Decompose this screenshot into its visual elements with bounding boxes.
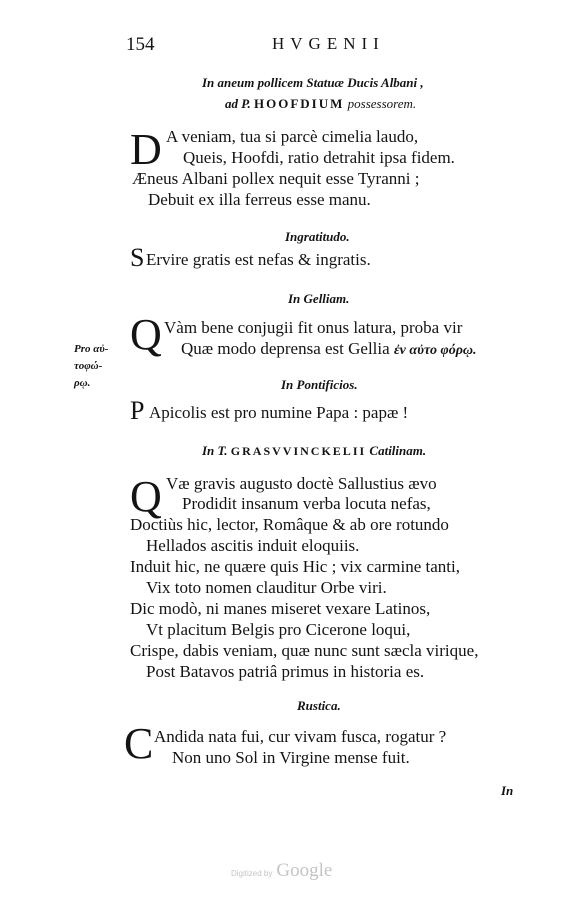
poem1-drop-cap: D (130, 125, 162, 174)
poem3-line-2-latin: Quæ modo deprensa est Gellia (181, 339, 390, 358)
poem5-line-7: Dic modò, ni manes miseret vexare Latinos, (130, 599, 431, 618)
margin-note (74, 341, 108, 392)
poem3-line-1: Vàm bene conjugii fit onus latura, proba vir (164, 318, 463, 337)
poem5-line-4: Hellados ascitis induit eloquiis. (146, 536, 360, 555)
poem5-line-3: Doctiùs hic, lector, Româque & ab ore rotundo (130, 515, 449, 534)
poem1-line-3: Æneus Albani pollex nequit esse Tyranni ; (132, 169, 420, 188)
poem4-line: Apicolis est pro numine Papa : papæ ! (149, 403, 409, 422)
poem1-line-2: Queis, Hoofdi, ratio detrahit ipsa fidem. (183, 148, 455, 167)
poem5-line-5: Induit hic, ne quære quis Hic ; vix carmine tanti, (130, 557, 461, 576)
poem6-title: Rustica. (297, 698, 341, 713)
poem5-line-6: Vix toto nomen clauditur Orbe viri. (146, 578, 387, 597)
poem5-line-9: Crispe, dabis veniam, quæ nunc sunt sæcla virique, (130, 641, 479, 660)
poem2-title: Ingratitudo. (285, 229, 350, 244)
poem3-title: In Gelliam. (288, 291, 350, 306)
digitized-watermark (231, 860, 332, 882)
poem3-drop-cap: Q (130, 310, 162, 359)
poem6-line-1: Andida nata fui, cur vivam fusca, rogatur ? (154, 727, 447, 746)
poem5-title-prefix: In T. (202, 443, 231, 458)
poem1-line-1: A veniam, tua si parcè cimelia laudo, (166, 127, 419, 146)
google-logo: Google (276, 860, 333, 881)
poem4-drop-cap: P (130, 396, 145, 425)
poem1-title-prefix: ad P. (225, 96, 255, 111)
catchword: In (501, 783, 514, 798)
running-title: HVGENII (272, 34, 385, 53)
page-number: 154 (126, 34, 155, 55)
poem5-drop-cap: Q (130, 472, 162, 521)
margin-note-line-3: ρῳ. (74, 377, 91, 389)
margin-note-line-2: τοφώ- (74, 360, 103, 372)
poem1-title-suffix: possessorem. (344, 96, 417, 111)
poem2-drop-cap: S (130, 243, 145, 272)
poem1-line-4: Debuit ex illa ferreus esse manu. (148, 190, 371, 209)
poem1-title-line1: In aneum pollicem Statuæ Ducis Albani , (202, 75, 424, 90)
poem2-line: Ervire gratis est nefas & ingratis. (146, 250, 371, 269)
poem3-greek-phrase: ἐν αὐτο φόρῳ. (393, 343, 477, 358)
poem5-line-8: Vt placitum Belgis pro Cicerone loqui, (146, 620, 411, 639)
poem4-title: In Pontificios. (281, 377, 358, 392)
poem3-line-2 (181, 339, 477, 359)
poem1-title-line2 (225, 96, 416, 112)
poem1-title-name: HOOFDIUM (254, 96, 345, 111)
poem5-line-2: Prodidit insanum verba locuta nefas, (182, 494, 431, 513)
margin-note-line-1: Pro αὐ- (74, 343, 109, 355)
digitized-by-label: Digitized by (231, 869, 273, 878)
poem5-title-suffix: Catilinam. (366, 443, 427, 458)
poem5-title-name: GRASVVINCKELII (230, 444, 367, 458)
poem6-drop-cap: C (124, 719, 154, 768)
poem6-line-2: Non uno Sol in Virgine mense fuit. (172, 748, 410, 767)
poem5-title (202, 443, 426, 459)
poem5-line-10: Post Batavos patriâ primus in historia es. (146, 662, 425, 681)
poem5-line-1: Væ gravis augusto doctè Sallustius ævo (166, 474, 437, 493)
